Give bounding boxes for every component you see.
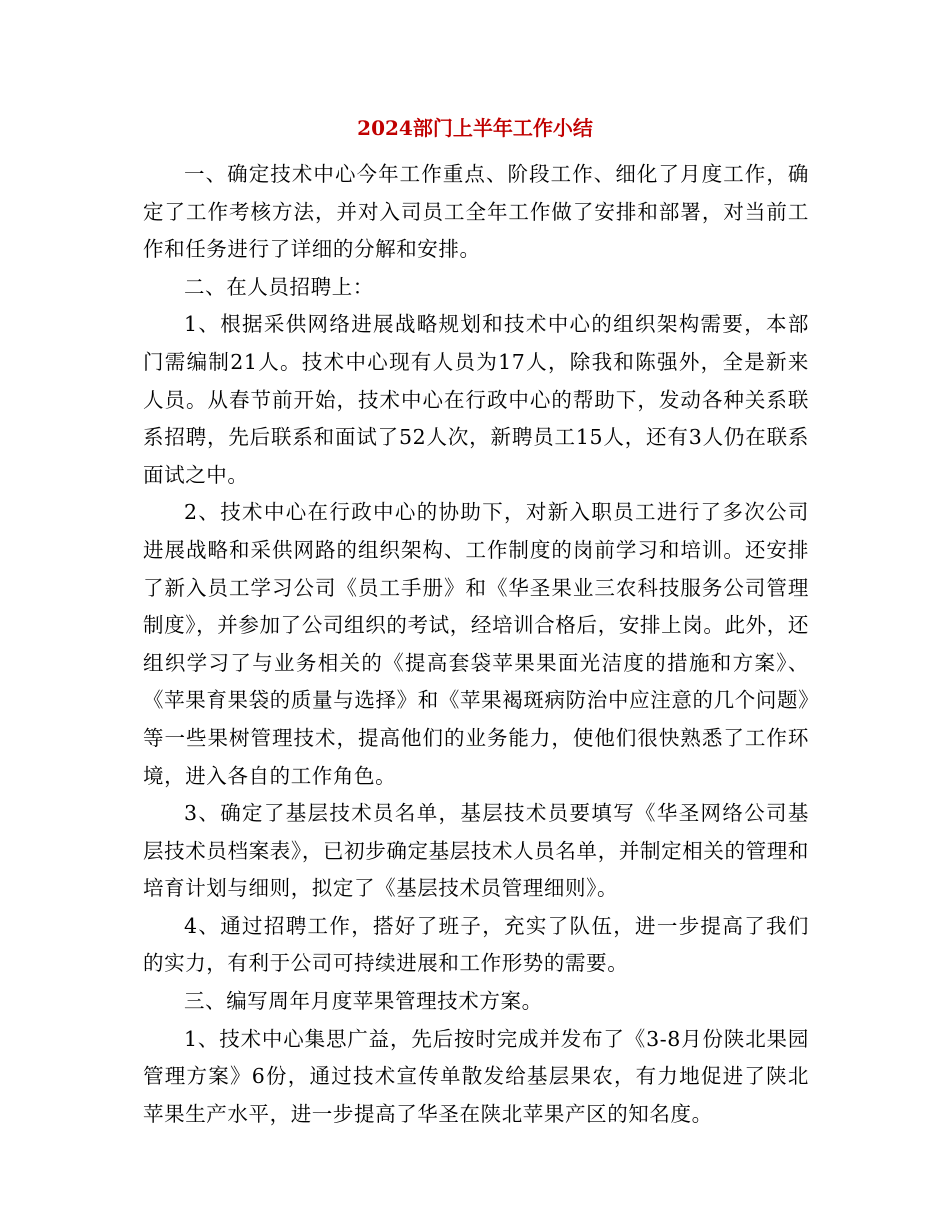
paragraph-section-2-heading: 二、在人员招聘上： [184,274,374,299]
document-title: 2024部门上半年工作小结 [357,116,593,140]
paragraph-section-1: 一、确定技术中心今年工作重点、阶段工作、细化了月度工作，确定了工作考核方法，并对入司员工全年工作做了安排和部署，对当前工作和任务进行了详细的分解和安排。 [143,162,809,262]
paragraph-section-3-heading: 三、编写周年月度苹果管理技术方案。 [184,989,543,1014]
document-body [143,156,809,1133]
paragraph-plan-item-1: 1、技术中心集思广益，先后按时完成并发布了《3-8月份陕北果园管理方案》6份，通过技术宣传单散发给基层果农，有力地促进了陕北苹果生产水平，进一步提高了华圣在陕北苹果产区的知名度。 [143,1026,809,1126]
paragraph-recruitment-item-4: 4、通过招聘工作，搭好了班子，充实了队伍，进一步提高了我们的实力，有利于公司可持续进展和工作形势的需要。 [143,913,809,976]
paragraph-recruitment-item-3: 3、确定了基层技术员名单，基层技术员要填写《华圣网络公司基层技术员档案表》，已初步确定基层技术人员名单，并制定相关的管理和培育计划与细则，拟定了《基层技术员管理细则》。 [143,801,809,901]
paragraph-recruitment-item-1: 1、根据采供网络进展战略规划和技术中心的组织架构需要，本部门需编制21人。技术中心现有人员为17人，除我和陈强外，全是新来人员。从春节前开始，技术中心在行政中心的帮助下，发动各种关系联系招聘，先后联系和面试了52人次，新聘员工15人，还有3人仍在联系面试之中。 [143,312,809,487]
paragraph-recruitment-item-2: 2、技术中心在行政中心的协助下，对新入职员工进行了多次公司进展战略和采供网路的组织架构、工作制度的岗前学习和培训。还安排了新入员工学习公司《员工手册》和《华圣果业三农科技服务公司管理制度》，并参加了公司组织的考试，经培训合格后，安排上岗。此外，还组织学习了与业务相关的《提高套袋苹果果面光洁度的措施和方案》、《苹果育果袋的质量与选择》和《苹果褐斑病防治中应注意的几个问题》等一些果树管理技术，提高他们的业务能力，使他们很快熟悉了工作环境，进入各自的工作角色。 [143,500,809,788]
